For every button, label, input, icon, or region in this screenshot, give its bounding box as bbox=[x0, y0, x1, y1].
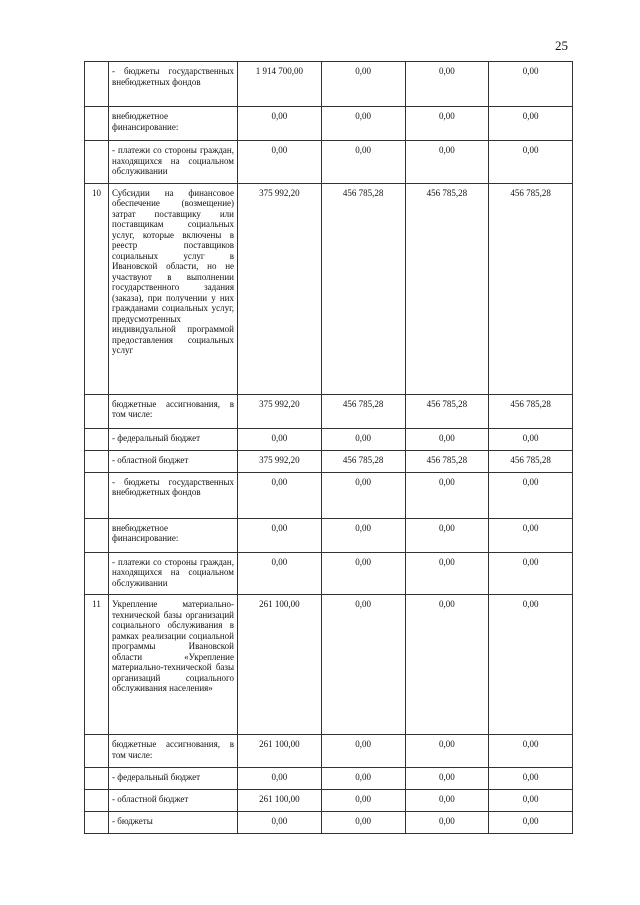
row-description-cell: - платежи со стороны граждан, находящихся на социальном обслуживании bbox=[109, 552, 238, 595]
table-row bbox=[85, 450, 573, 472]
row-number-cell: 11 bbox=[85, 595, 109, 735]
table-row bbox=[85, 595, 573, 735]
value-cell: 0,00 bbox=[321, 790, 405, 812]
table-row bbox=[85, 735, 573, 768]
value-cell: 456 785,28 bbox=[321, 394, 405, 428]
row-number-cell bbox=[85, 107, 109, 141]
value-cell: 0,00 bbox=[321, 472, 405, 518]
table-row bbox=[85, 394, 573, 428]
value-cell: 0,00 bbox=[321, 812, 405, 834]
row-number-cell bbox=[85, 141, 109, 184]
value-cell: 0,00 bbox=[405, 768, 489, 790]
value-cell: 456 785,28 bbox=[321, 183, 405, 394]
value-cell: 456 785,28 bbox=[405, 450, 489, 472]
value-cell: 0,00 bbox=[238, 552, 322, 595]
row-number-cell bbox=[85, 472, 109, 518]
value-cell: 0,00 bbox=[405, 812, 489, 834]
row-description-cell: Субсидии на финансовое обеспечение (возмещение) затрат поставщику или поставщикам социальных услуг, которые включены в реестр поставщиков социальных услуг в Ивановской области, но не участвуют в выполнении государственного задания (заказа), при получении у них гражданами социальных услуг, предусмотренных индивидуальной программой предоставления социальных услуг bbox=[109, 183, 238, 394]
value-cell: 0,00 bbox=[489, 62, 573, 107]
row-number-cell bbox=[85, 428, 109, 450]
table-row bbox=[85, 812, 573, 834]
value-cell: 0,00 bbox=[321, 107, 405, 141]
row-description-cell: - областной бюджет bbox=[109, 450, 238, 472]
row-description-cell: - бюджеты государственных внебюджетных фондов bbox=[109, 62, 238, 107]
value-cell: 0,00 bbox=[238, 768, 322, 790]
table-row bbox=[85, 518, 573, 552]
row-description-cell: внебюджетное финансирование: bbox=[109, 107, 238, 141]
table-row bbox=[85, 62, 573, 107]
page-number: 25 bbox=[555, 38, 568, 53]
value-cell: 0,00 bbox=[321, 735, 405, 768]
row-description-cell: - федеральный бюджет bbox=[109, 428, 238, 450]
value-cell: 456 785,28 bbox=[405, 183, 489, 394]
row-number-cell bbox=[85, 812, 109, 834]
value-cell: 0,00 bbox=[321, 768, 405, 790]
budget-table-body bbox=[85, 62, 573, 834]
row-number-cell bbox=[85, 552, 109, 595]
value-cell: 456 785,28 bbox=[321, 450, 405, 472]
row-description-cell: - платежи со стороны граждан, находящихся на социальном обслуживании bbox=[109, 141, 238, 184]
value-cell: 0,00 bbox=[321, 595, 405, 735]
value-cell: 0,00 bbox=[405, 62, 489, 107]
value-cell: 0,00 bbox=[405, 141, 489, 184]
budget-table bbox=[84, 61, 573, 834]
table-row bbox=[85, 183, 573, 394]
value-cell: 0,00 bbox=[405, 595, 489, 735]
table-row bbox=[85, 141, 573, 184]
value-cell: 0,00 bbox=[489, 428, 573, 450]
value-cell: 1 914 700,00 bbox=[238, 62, 322, 107]
value-cell: 0,00 bbox=[238, 107, 322, 141]
value-cell: 375 992,20 bbox=[238, 450, 322, 472]
value-cell: 0,00 bbox=[405, 107, 489, 141]
value-cell: 0,00 bbox=[238, 472, 322, 518]
row-description-cell: бюджетные ассигнования, в том числе: bbox=[109, 735, 238, 768]
value-cell: 0,00 bbox=[489, 107, 573, 141]
value-cell: 0,00 bbox=[489, 790, 573, 812]
row-number-cell bbox=[85, 394, 109, 428]
value-cell: 0,00 bbox=[321, 141, 405, 184]
value-cell: 0,00 bbox=[321, 552, 405, 595]
value-cell: 456 785,28 bbox=[489, 450, 573, 472]
value-cell: 0,00 bbox=[238, 518, 322, 552]
value-cell: 0,00 bbox=[405, 552, 489, 595]
row-description-cell: - бюджеты государственных внебюджетных фондов bbox=[109, 472, 238, 518]
row-description-cell: Укрепление материально-технической базы организаций социального обслуживания в рамках реализации социальной программы Ивановской области «Укрепление материально-технической базы организаций социального обслуживания населения» bbox=[109, 595, 238, 735]
table-row bbox=[85, 428, 573, 450]
value-cell: 0,00 bbox=[489, 518, 573, 552]
value-cell: 375 992,20 bbox=[238, 183, 322, 394]
table-row bbox=[85, 107, 573, 141]
value-cell: 0,00 bbox=[321, 428, 405, 450]
value-cell: 0,00 bbox=[238, 812, 322, 834]
value-cell: 0,00 bbox=[405, 472, 489, 518]
table-row bbox=[85, 472, 573, 518]
value-cell: 0,00 bbox=[489, 812, 573, 834]
row-description-cell: бюджетные ассигнования, в том числе: bbox=[109, 394, 238, 428]
row-number-cell bbox=[85, 735, 109, 768]
row-number-cell bbox=[85, 450, 109, 472]
value-cell: 456 785,28 bbox=[489, 394, 573, 428]
value-cell: 0,00 bbox=[238, 141, 322, 184]
value-cell: 261 100,00 bbox=[238, 735, 322, 768]
value-cell: 375 992,20 bbox=[238, 394, 322, 428]
row-number-cell: 10 bbox=[85, 183, 109, 394]
value-cell: 0,00 bbox=[321, 518, 405, 552]
table-row bbox=[85, 768, 573, 790]
value-cell: 0,00 bbox=[489, 768, 573, 790]
value-cell: 0,00 bbox=[321, 62, 405, 107]
row-description-cell: внебюджетное финансирование: bbox=[109, 518, 238, 552]
row-number-cell bbox=[85, 768, 109, 790]
value-cell: 0,00 bbox=[405, 735, 489, 768]
table-row bbox=[85, 552, 573, 595]
table-row bbox=[85, 790, 573, 812]
row-description-cell: - областной бюджет bbox=[109, 790, 238, 812]
value-cell: 0,00 bbox=[489, 141, 573, 184]
value-cell: 0,00 bbox=[405, 518, 489, 552]
value-cell: 456 785,28 bbox=[405, 394, 489, 428]
value-cell: 0,00 bbox=[489, 595, 573, 735]
value-cell: 261 100,00 bbox=[238, 790, 322, 812]
row-number-cell bbox=[85, 62, 109, 107]
value-cell: 0,00 bbox=[489, 472, 573, 518]
value-cell: 0,00 bbox=[489, 552, 573, 595]
value-cell: 261 100,00 bbox=[238, 595, 322, 735]
value-cell: 0,00 bbox=[405, 790, 489, 812]
value-cell: 456 785,28 bbox=[489, 183, 573, 394]
row-number-cell bbox=[85, 790, 109, 812]
value-cell: 0,00 bbox=[489, 735, 573, 768]
row-description-cell: - бюджеты bbox=[109, 812, 238, 834]
row-description-cell: - федеральный бюджет bbox=[109, 768, 238, 790]
value-cell: 0,00 bbox=[238, 428, 322, 450]
row-number-cell bbox=[85, 518, 109, 552]
value-cell: 0,00 bbox=[405, 428, 489, 450]
